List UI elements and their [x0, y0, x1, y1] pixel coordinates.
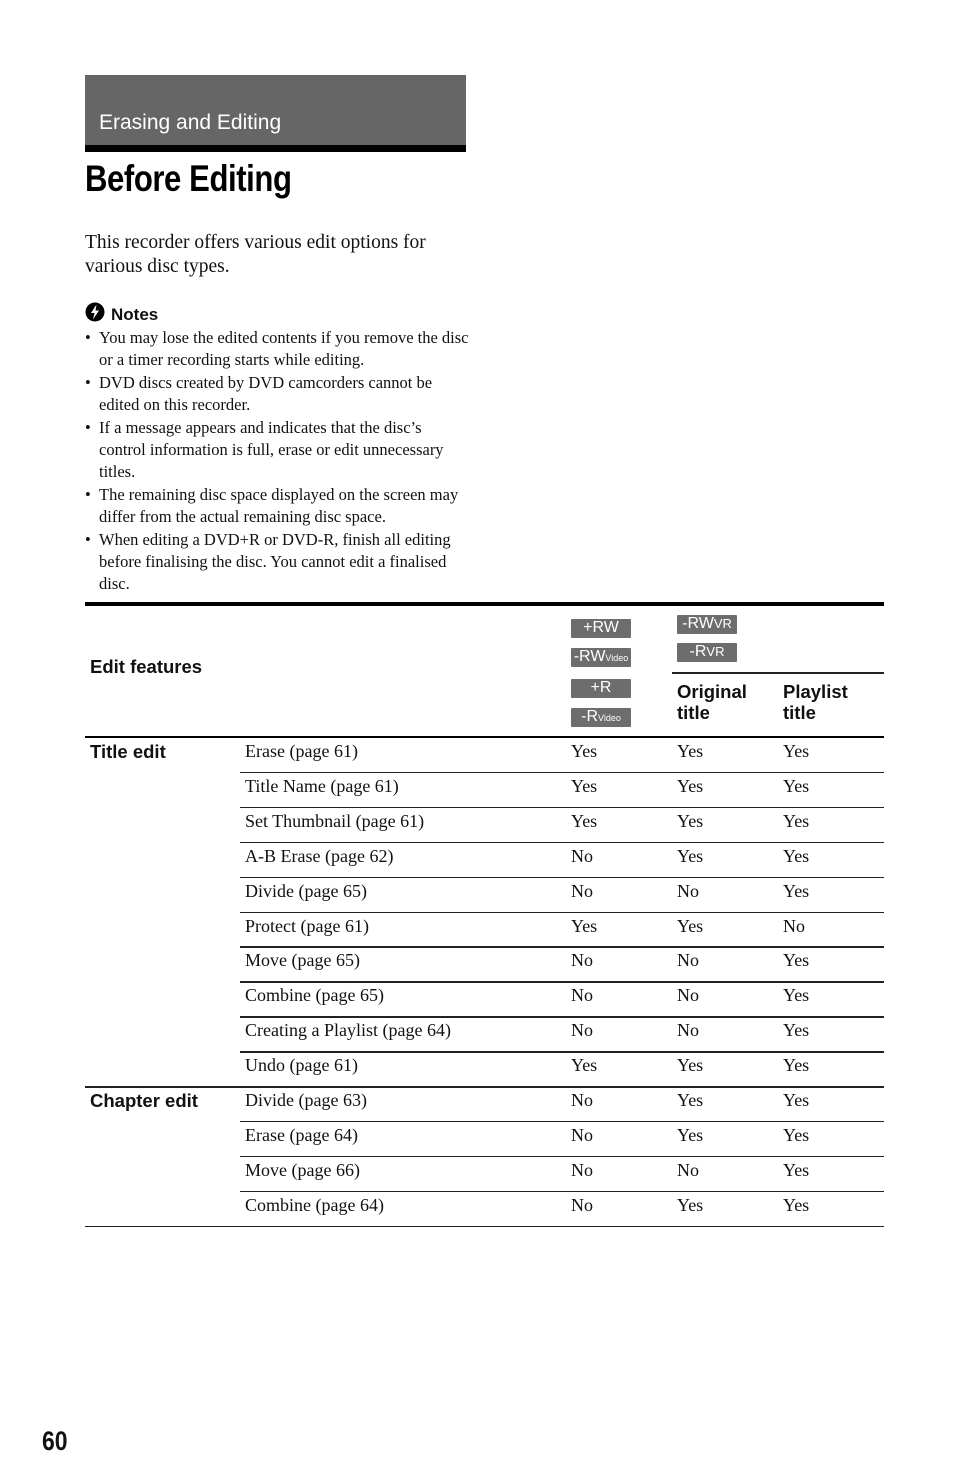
row-rule — [240, 1121, 884, 1123]
notes-list — [85, 327, 470, 596]
section-title: Erasing and Editing — [99, 111, 282, 134]
disc-type-badge — [571, 619, 631, 638]
original-title-header: Original title — [677, 681, 747, 723]
feature-cell: Combine (page 65) — [245, 985, 384, 1006]
plus-disc-cell: Yes — [571, 775, 598, 796]
original-title-cell: No — [677, 880, 699, 901]
plus-disc-cell: No — [571, 1159, 593, 1180]
original-title-cell: Yes — [677, 1124, 704, 1145]
badge-main: -R — [689, 643, 707, 660]
note-item: • If a message appears and indicates that the disc’s control information is full, erase or edit unnecessary titles. — [85, 417, 470, 484]
feature-cell: Title Name (page 61) — [245, 775, 399, 796]
note-item: • You may lose the edited contents if you remove the disc or a timer recording starts while editing. — [85, 327, 470, 372]
plus-disc-cell: No — [571, 880, 593, 901]
badge-main: +R — [590, 679, 612, 696]
feature-cell: Protect (page 61) — [245, 915, 369, 936]
badge-main: -R — [581, 708, 599, 725]
original-title-cell: Yes — [677, 1194, 704, 1215]
section-banner — [85, 75, 466, 145]
feature-cell: Move (page 66) — [245, 1159, 360, 1180]
notes-label: Notes — [111, 304, 159, 324]
playlist-title-cell: Yes — [783, 880, 810, 901]
original-title-cell: No — [677, 1020, 699, 1041]
playlist-title-cell: Yes — [783, 1124, 810, 1145]
playlist-title-cell: Yes — [783, 1090, 810, 1110]
plus-disc-cell: No — [571, 1194, 593, 1215]
plus-disc-cell: No — [571, 1020, 593, 1041]
plus-disc-cell: No — [571, 985, 593, 1006]
plus-disc-cell: No — [571, 1090, 593, 1110]
original-title-cell: Yes — [677, 741, 704, 761]
disc-type-badge — [571, 648, 631, 667]
feature-cell: Creating a Playlist (page 64) — [245, 1020, 451, 1041]
playlist-title-cell: Yes — [783, 741, 810, 761]
playlist-title-cell: No — [783, 915, 805, 936]
group-label: Chapter edit — [90, 1090, 198, 1111]
page-number: 60 — [42, 1426, 68, 1456]
playlist-title-cell: Yes — [783, 1194, 810, 1215]
page-title: Before Editing — [85, 158, 292, 199]
badge-sub: VR — [706, 644, 725, 659]
feature-cell: Move (page 65) — [245, 950, 360, 971]
row-rule — [240, 1051, 884, 1053]
feature-cell: Divide (page 65) — [245, 880, 367, 901]
playlist-title-cell: Yes — [783, 950, 810, 971]
badge-main: +RW — [583, 619, 619, 636]
plus-disc-cell: Yes — [571, 915, 598, 936]
original-title-cell: Yes — [677, 915, 704, 936]
original-title-cell: Yes — [677, 1090, 704, 1110]
playlist-title-cell: Yes — [783, 1159, 810, 1180]
original-title-cell: Yes — [677, 845, 704, 866]
feature-cell: Erase (page 64) — [245, 1124, 358, 1145]
banner-rule — [85, 145, 466, 152]
feature-cell: Undo (page 61) — [245, 1055, 358, 1076]
table-top-rule — [85, 602, 884, 606]
original-title-cell: No — [677, 950, 699, 971]
table-bottom-rule — [85, 1226, 884, 1228]
feature-cell: Set Thumbnail (page 61) — [245, 810, 425, 831]
plus-disc-cell: No — [571, 950, 593, 971]
row-rule — [240, 807, 884, 809]
original-title-cell: Yes — [677, 1055, 704, 1076]
notes-icon — [85, 302, 105, 327]
disc-type-badge — [571, 708, 631, 727]
subheader-rule — [672, 672, 884, 674]
note-item: • The remaining disc space displayed on the screen may differ from the actual remaining disc space. — [85, 484, 470, 529]
playlist-title-header: Playlist title — [783, 681, 848, 723]
row-rule — [240, 946, 884, 948]
note-item: • DVD discs created by DVD camcorders cannot be edited on this recorder. — [85, 372, 470, 417]
badge-sub: Video — [598, 713, 621, 723]
row-rule — [240, 1156, 884, 1158]
disc-type-badge — [571, 679, 631, 698]
row-rule — [240, 877, 884, 879]
plus-disc-cell: Yes — [571, 810, 598, 831]
plus-disc-cell: No — [571, 845, 593, 866]
disc-type-badge — [677, 615, 737, 634]
original-title-cell: Yes — [677, 810, 704, 831]
badge-main: -RW — [573, 648, 606, 665]
playlist-title-cell: Yes — [783, 1055, 810, 1076]
playlist-title-cell: Yes — [783, 810, 810, 831]
feature-cell: Combine (page 64) — [245, 1194, 384, 1215]
badge-sub: Video — [605, 653, 629, 663]
original-title-cell: No — [677, 985, 699, 1006]
row-rule — [240, 842, 884, 844]
row-rule — [240, 1191, 884, 1193]
playlist-title-cell: Yes — [783, 985, 810, 1006]
feature-cell: Divide (page 63) — [245, 1090, 367, 1110]
group-rule — [85, 1086, 884, 1088]
feature-cell: Erase (page 61) — [245, 741, 358, 761]
header-bottom-rule — [85, 736, 884, 738]
edit-features-header: Edit features — [90, 656, 203, 677]
plus-disc-cell: No — [571, 1124, 593, 1145]
playlist-title-cell: Yes — [783, 845, 810, 866]
row-rule — [240, 1016, 884, 1018]
row-rule — [240, 981, 884, 983]
row-rule — [240, 772, 884, 774]
original-title-cell: Yes — [677, 775, 704, 796]
badge-main: -RW — [682, 615, 714, 632]
playlist-title-cell: Yes — [783, 1020, 810, 1041]
original-title-cell: No — [677, 1159, 699, 1180]
intro-paragraph: This recorder offers various edit options for various disc types. — [85, 232, 426, 277]
plus-disc-cell: Yes — [571, 741, 598, 761]
group-label: Title edit — [90, 741, 166, 762]
feature-cell: A-B Erase (page 62) — [245, 845, 394, 866]
note-item: • When editing a DVD+R or DVD-R, finish all editing before finalising the disc. You cannot edit a finalised disc. — [85, 529, 470, 596]
plus-disc-cell: Yes — [571, 1055, 598, 1076]
playlist-title-cell: Yes — [783, 775, 810, 796]
badge-sub: VR — [713, 616, 732, 631]
row-rule — [240, 912, 884, 914]
disc-type-badge — [677, 643, 737, 662]
notes-heading — [85, 302, 158, 327]
